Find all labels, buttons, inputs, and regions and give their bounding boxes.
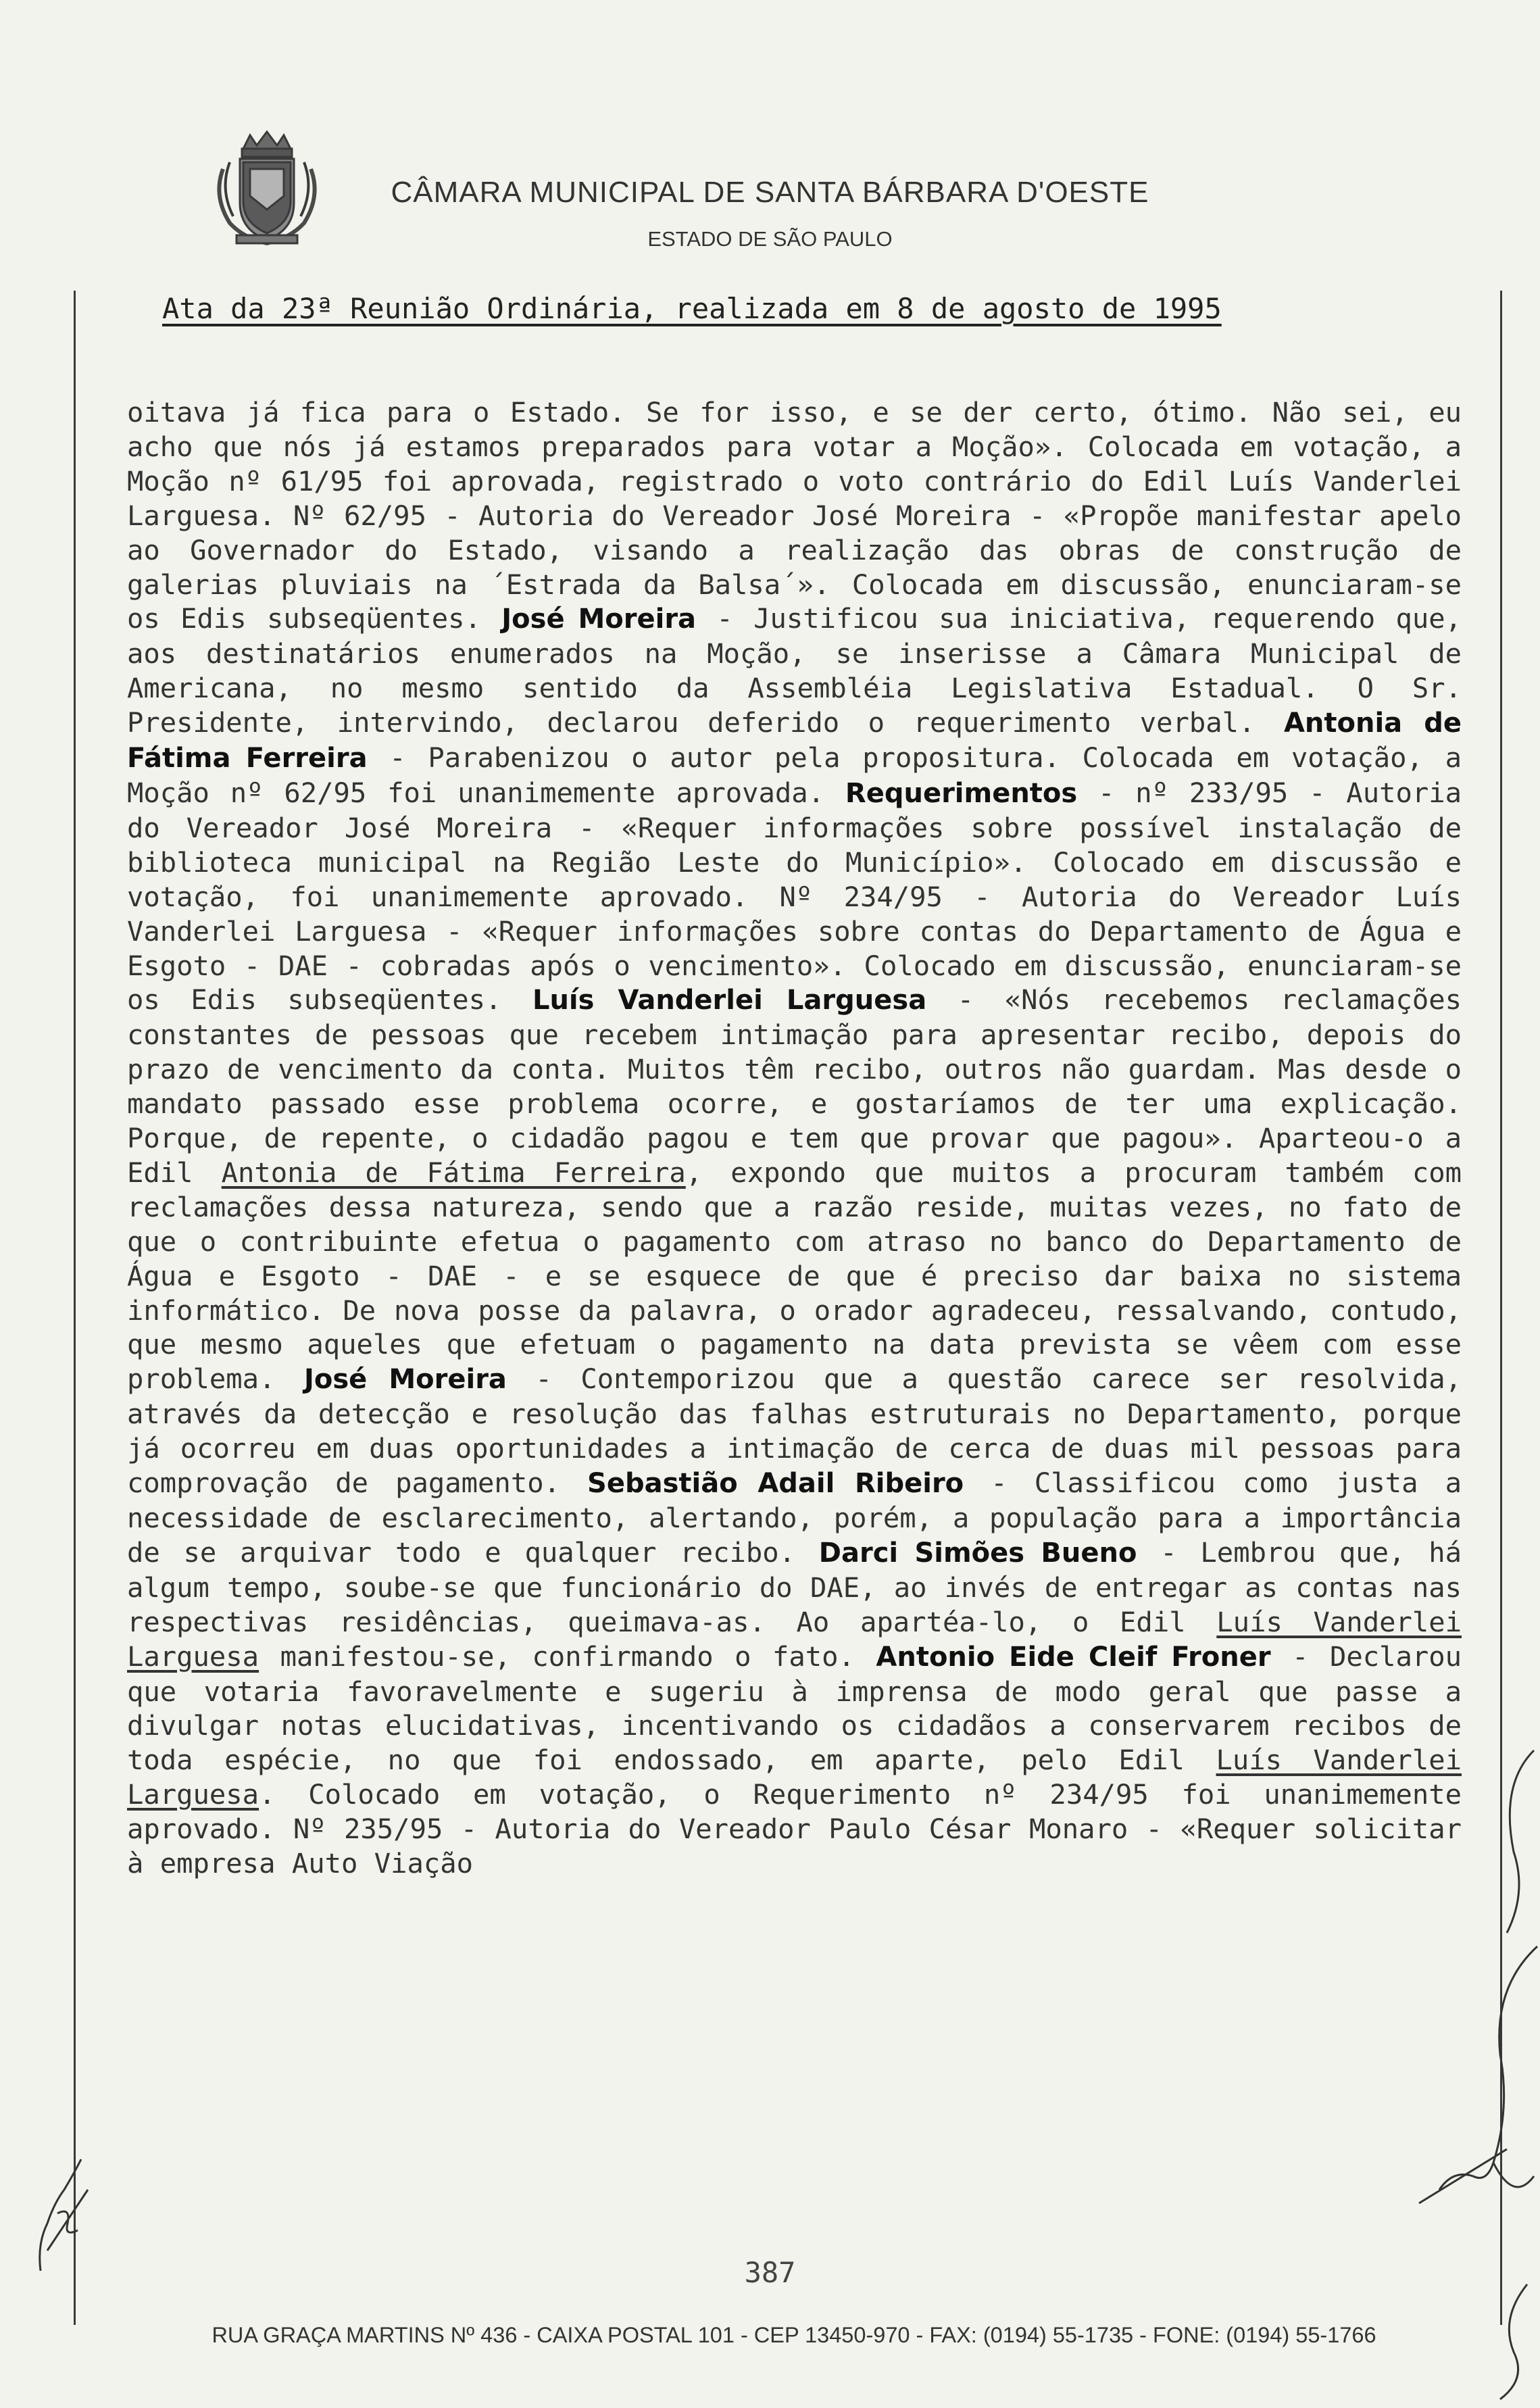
speaker-name: Antonia de Fátima Ferreira: [127, 708, 1462, 775]
underlined-name: Antonia de Fátima Ferreira: [221, 1156, 686, 1189]
speaker-name: José Moreira: [303, 1364, 507, 1396]
body-text-segment: - Parabenizou o autor pela propositura. Colocada em votação, a Moção nº 62/95 foi unanimemente aprovada.: [127, 741, 1462, 809]
body-text-segment: - Contemporizou que a questão carece ser resolvida, através da detecção e resolução das falhas estruturais no Departamento, porque já ocorreu em duas oportunidades a intimação de cerca de duas mil pessoas para comprovação de pagamento.: [127, 1362, 1462, 1500]
body-text-segment: manifestou-se, confirmando o fato.: [259, 1640, 876, 1673]
body-text-segment: oitava já fica para o Estado. Se for isso, e se der certo, ótimo. Não sei, eu acho que nós já estamos preparados para votar a Moção». Colocada em votação, a Moção nº 61/95 foi aprovada, registrado o voto contrário do Edil Luís Vanderlei Larguesa. Nº 62/95 - Autoria do Vereador José Moreira - «Propõe manifestar apelo ao Governador do Estado, visando a realização das obras de construção de galerias pluviais na ´Estrada da Balsa´». Colocada em discussão, enunciaram-se os Edis subseqüentes.: [127, 396, 1462, 635]
body-text-segment: - Justificou sua iniciativa, requerendo que, aos destinatários enumerados na Moção, se inserisse a Câmara Municipal de Americana, no mesmo sentido da Assembléia Legislativa Estadual. O Sr. Presidente, intervindo, declarou deferido o requerimento verbal.: [127, 602, 1462, 739]
minutes-body: [127, 395, 1462, 1881]
speaker-name: Darci Simões Bueno: [818, 1537, 1137, 1569]
left-margin-rule: [74, 291, 76, 2325]
page-number: 387: [744, 2256, 796, 2289]
state-name: ESTADO DE SÃO PAULO: [647, 227, 893, 251]
body-paragraph: [127, 395, 1462, 1881]
underlined-name: Luís Vanderlei Larguesa: [127, 1744, 1462, 1811]
institution-name: CÂMARA MUNICIPAL DE SANTA BÁRBARA D'OESTE: [391, 176, 1149, 209]
body-text-segment: , expondo que muitos a procuram também com reclamações dessa natureza, sendo que a razão reside, muitas vezes, no fato de que o contribuinte efetua o pagamento com atraso no banco do Departamento de Água e Esgoto - DAE - e se esquece de que é preciso dar baixa no sistema informático. De nova posse da palavra, o orador agradeceu, ressalvando, contudo, que mesmo aqueles que efetuam o pagamento na data prevista se vêem com esse problema.: [127, 1156, 1462, 1396]
speaker-name: Sebastião Adail Ribeiro: [587, 1468, 964, 1500]
body-text-segment: - nº 233/95 - Autoria do Vereador José Moreira - «Requer informações sobre possível instalação de biblioteca municipal na Região Leste do Município». Colocado em discussão e votação, foi unanimemente aprovado. Nº 234/95 - Autoria do Vereador Luís Vanderlei Larguesa - «Requer informações sobre contas do Departamento de Água e Esgoto - DAE - cobradas após o vencimento». Colocado em discussão, enunciaram-se os Edis subseqüentes.: [127, 776, 1462, 1016]
speaker-name: Luís Vanderlei Larguesa: [532, 985, 927, 1016]
speaker-name: Antonio Eide Cleif Froner: [876, 1641, 1271, 1673]
body-text-segment: . Colocado em votação, o Requerimento nº 234/95 foi unanimemente aprovado. Nº 235/95 - Autoria do Vereador Paulo César Monaro - «Requer solicitar à empresa Auto Viação: [127, 1778, 1462, 1880]
right-margin-rule: [1500, 291, 1502, 2325]
body-text-segment: - «Nós recebemos reclamações constantes de pessoas que recebem intimação para apresentar recibo, depois do prazo de vencimento da conta. Muitos têm recibo, outros não guardam. Mas desde o mandato passado esse problema ocorre, e gostaríamos de ter uma explicação. Porque, de repente, o cidadão pagou e tem que provar que pagou». Aparteou-o a Edil: [127, 983, 1462, 1189]
handwritten-signature-right: [1487, 1730, 1540, 2406]
footer-address: RUA GRAÇA MARTINS Nº 436 - CAIXA POSTAL 101 - CEP 13450-970 - FAX: (0194) 55-1735 - FONE: (0194) 55-1766: [212, 2323, 1376, 2347]
body-text-segment: - Lembrou que, há algum tempo, soube-se que funcionário do DAE, ao invés de entregar as contas nas respectivas residências, queimava-as. Ao apartéa-lo, o Edil: [127, 1535, 1462, 1638]
speaker-name: José Moreira: [501, 604, 697, 635]
underlined-name: Luís Vanderlei Larguesa: [127, 1605, 1462, 1673]
speaker-name: Requerimentos: [845, 777, 1078, 809]
body-text-segment: - Classificou como justa a necessidade de esclarecimento, alertando, porém, a população para a importância de se arquivar todo e qualquer recibo.: [127, 1467, 1462, 1569]
body-text-segment: - Declarou que votaria favoravelmente e sugeriu à imprensa de modo geral que passe a divulgar notas elucidativas, incentivando os cidadãos a conservarem recibos de toda espécie, no que foi endossado, em aparte, pelo Edil: [127, 1640, 1462, 1777]
document-title: Ata da 23ª Reunião Ordinária, realizada em 8 de agosto de 1995: [162, 292, 1222, 325]
handwritten-initials: [1412, 2136, 1514, 2210]
